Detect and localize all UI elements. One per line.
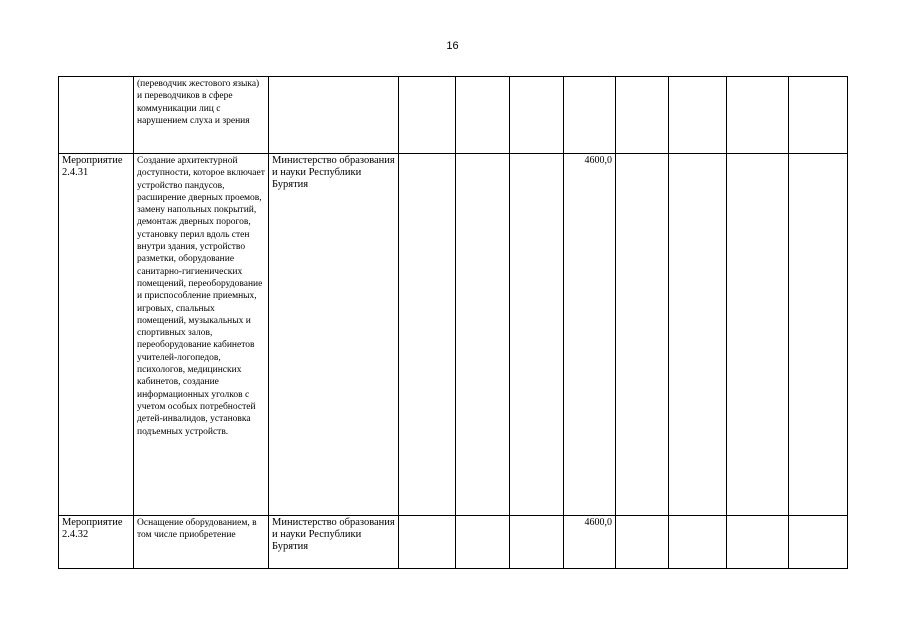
empty-cell — [456, 77, 510, 154]
empty-cell — [789, 154, 848, 516]
measure-description-cell: (переводчик жестового языка) и переводчиков в сфере коммуникации лиц с нарушением слуха и зрения — [134, 77, 269, 154]
empty-cell — [727, 154, 789, 516]
empty-cell — [789, 77, 848, 154]
measure-amount-cell: 4600,0 — [564, 154, 616, 516]
measure-code-cell — [59, 77, 134, 154]
empty-cell — [669, 154, 727, 516]
empty-cell — [399, 77, 456, 154]
empty-cell — [669, 516, 727, 569]
measures-table — [58, 76, 848, 569]
empty-cell — [399, 154, 456, 516]
empty-cell — [616, 516, 669, 569]
empty-cell — [456, 154, 510, 516]
table-row — [59, 154, 848, 516]
empty-cell — [510, 77, 564, 154]
measure-description-cell: Оснащение оборудованием, в том числе приобретение — [134, 516, 269, 569]
measure-amount-cell — [564, 77, 616, 154]
measure-executor-cell — [269, 77, 399, 154]
empty-cell — [727, 77, 789, 154]
empty-cell — [399, 516, 456, 569]
table-row — [59, 77, 848, 154]
measure-description-cell: Создание архитектурной доступности, которое включает устройство пандусов, расширение дверных проемов, замену напольных покрытий, демонтаж дверных порогов, установку перил вдоль стен внутри здания, устройство разметки, оборудование санитарно-гигиенических помещений, переоборудование и приспособление приемных, игровых, спальных помещений, музыкальных и спортивных залов, переоборудование кабинетов учителей-логопедов, психологов, медицинских кабинетов, создание информационных уголков с учетом особых потребностей детей-инвалидов, установка подъемных устройств. — [134, 154, 269, 516]
measure-code-cell: Мероприятие 2.4.32 — [59, 516, 134, 569]
measure-code-cell: Мероприятие 2.4.31 — [59, 154, 134, 516]
page-number: 16 — [446, 40, 459, 52]
measure-executor-cell: Министерство образования и науки Республики Бурятия — [269, 516, 399, 569]
empty-cell — [510, 154, 564, 516]
empty-cell — [669, 77, 727, 154]
measure-amount-cell: 4600,0 — [564, 516, 616, 569]
empty-cell — [616, 77, 669, 154]
empty-cell — [510, 516, 564, 569]
empty-cell — [456, 516, 510, 569]
table-row — [59, 516, 848, 569]
empty-cell — [616, 154, 669, 516]
measure-executor-cell: Министерство образования и науки Республики Бурятия — [269, 154, 399, 516]
empty-cell — [789, 516, 848, 569]
empty-cell — [727, 516, 789, 569]
